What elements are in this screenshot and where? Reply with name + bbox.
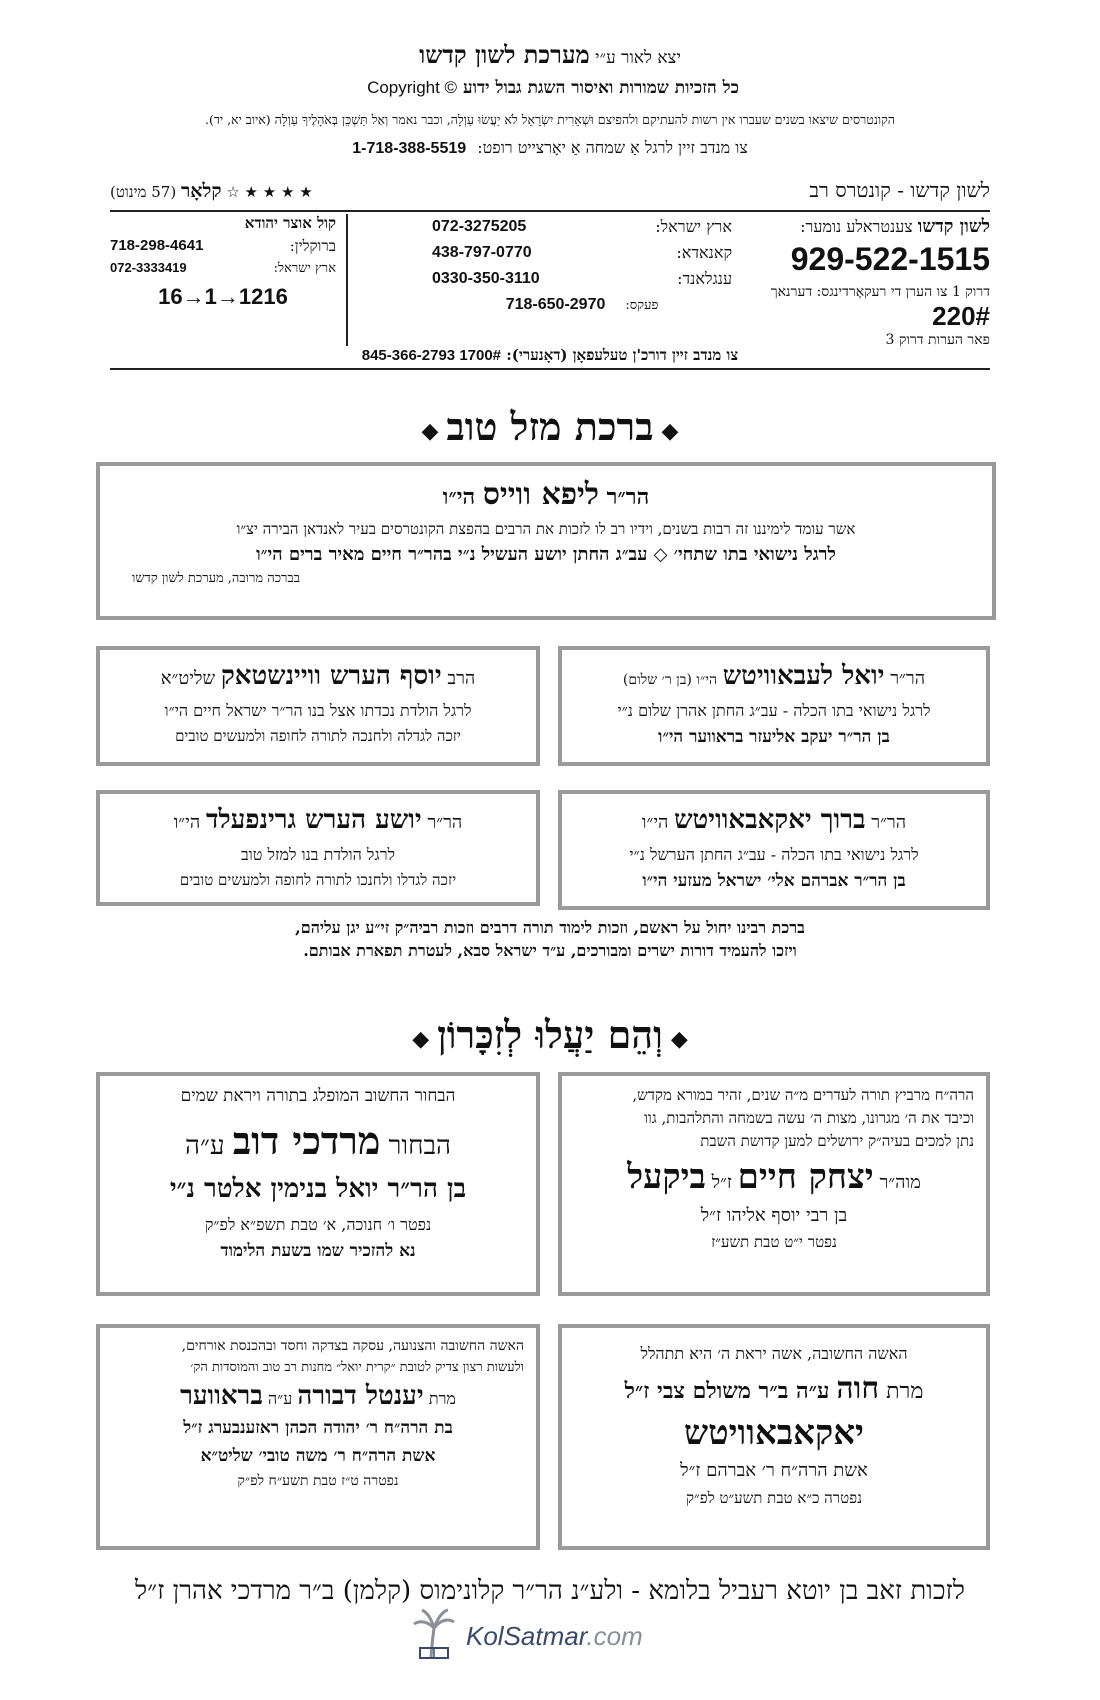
fax-number[interactable]: 718-650-2970 xyxy=(505,296,606,313)
section-title-mazel-tov: ◆ברכת מזל טוב◆ xyxy=(421,404,679,449)
phone-label: ארץ ישראל: xyxy=(655,217,732,236)
central-label: לשון קדשו xyxy=(917,216,990,237)
extension-path: 16→1→1216 xyxy=(158,284,288,309)
press-code: 220# xyxy=(932,301,990,331)
announcement-box: הר״ר יואל לעבאוויטש הי״ו (בן ר׳ שלום) לרגל נישואי בתו הכלה - עב״ג החתן אהרן שלום נ״י בן הר״ר יעקב אליעזר בראווער הי״ו xyxy=(558,646,990,766)
press-instruction: דרוק 1 צו הערן די רעקאָרדינגס: דערנאך xyxy=(770,284,990,300)
phone-number[interactable]: 072-3275205 xyxy=(432,218,527,235)
announcement-box: הר״ר יושע הערש גרינפעלד הי״ו לרגל הולדת בנו למזל טוב יזכה לגדלו ולחנכו לתורה לחופה ולמעשים טובים xyxy=(96,790,540,906)
logo-text: KolSatmar.com xyxy=(466,1620,643,1651)
kol-otzar-title: קול אוצר יהודא xyxy=(244,214,336,232)
honoree-name: ליפא ווייס xyxy=(482,477,599,512)
copyright-line xyxy=(40,78,1060,98)
fax-label: פעקס: xyxy=(625,298,659,313)
rating-stars: ★ ★ ★ ★ ☆ xyxy=(226,183,313,201)
palm-tree-icon xyxy=(412,1608,456,1664)
notes-instruction: פאר הערות דרוק 3 xyxy=(885,332,990,348)
memorial-box: האשה החשובה והצנועה, עסקה בצדקה וחסד ובהכנסת אורחים, ולעשות רצון צדיק לטובת ״קרית יואל״ מחנות רב טוב והמוסדות הק׳ מרת יענטל דבורה ע״ה בראווער בת הרה״ח ר׳ יהודה הכהן ראזענבערג ז״ל אשת הרה״ח ר׳ משה טובי׳ שליט״א נפטרה ט״ז טבת תשע״ח לפ״ק xyxy=(96,1324,540,1550)
central-number-block xyxy=(740,214,990,346)
dedication-footer: לזכות זאב בן יוטא רעביל בלומא - ולע״נ הר״ר קלונימוס (קלמן) ב״ר מרדכי אהרן ז״ל xyxy=(135,1576,965,1606)
central-phone-number[interactable]: 929-522-1515 xyxy=(790,241,990,277)
deceased-name: חוה xyxy=(836,1371,880,1406)
copyright-label: Copyright © xyxy=(367,78,458,97)
memorial-box: הבחור החשוב המופלג בתורה ויראת שמים הבחור מרדכי דוב ע״ה בן הר״ר יואל בנימין אלטר נ״י נפטר ו׳ חנוכה, א׳ טבת תשפ״א לפ״ק נא להזכיר שמו בשעת הלימוד xyxy=(96,1072,540,1296)
deceased-surname: ביקעל xyxy=(627,1157,706,1198)
memorial-box: האשה החשובה, אשה יראת ה׳ היא תתהלל מרת חוה ע״ה ב״ר משולם צבי ז״ל יאקאבאוויטש אשת הרה״ח ר׳ אברהם ז״ל נפטרה כ״א טבת תשע״ט לפ״ק xyxy=(558,1324,990,1550)
bullet-icon: ◆ xyxy=(412,1025,430,1052)
phone-row xyxy=(432,266,732,292)
phone-row xyxy=(432,240,732,266)
phone-row xyxy=(110,260,336,276)
booklet-title: לשון קדשו - קונטרס רב xyxy=(809,178,990,202)
deceased-surname: בראווער xyxy=(180,1380,263,1411)
announcement-box: הרב יוסף הערש וויינשטאק שליט״א לרגל הולדת נכדתו אצל בנו הר״ר ישראל חיים הי״ו יזכה לגדלה ולחנכה לתורה לחופה ולמעשים טובים xyxy=(96,646,540,766)
phone-number[interactable]: 438-797-0770 xyxy=(432,244,532,261)
international-numbers xyxy=(432,214,732,346)
deceased-name: יענטל דבורה xyxy=(297,1380,424,1411)
copy-warning: הקונטרסים שיצאו בשנים שעברו אין רשות להעתיקם ולהפיצם וּשְׁאֵרִית יִשְׂרָאֵל לֹא יַעֲשׂוּ עַוְלָה, וכבר נאמר וְאַל תַּשְׁכֵּן בְּאֹהָלֶיךָ עַוְלָה (איוב יא, יד). xyxy=(204,112,896,127)
recording-duration: (57 מינוט) xyxy=(110,183,177,201)
memorial-box: הרה״ח מרביץ תורה לעדרים מ״ה שנים, זהיר במורא מקדש, וכיבד את ה׳ מגרונו, מצות ה׳ עשה בשמחה והתלהבות, גוו נתן למכים בעיה״ק ירושלים למען קדושת השבת מוה״ר יצחק חיים ז״ל ביקעל בן רבי יוסף אליהו ז״ל נפטר י״ט טבת תשע״ז xyxy=(558,1072,990,1296)
divider xyxy=(110,210,990,212)
central-label-rest: צענטראלע נומער: xyxy=(800,217,913,236)
donation-phone[interactable]: 1-718-388-5519 xyxy=(352,140,467,157)
rights-text: כל הזכיות שמורות ואיסור השגת גבול ידוע xyxy=(463,78,739,98)
phone-label: ברוקלין: xyxy=(289,237,336,255)
honoree-name: יוסף הערש וויינשטאק xyxy=(220,661,442,691)
honoree-name: יושע הערש גרינפעלד xyxy=(205,805,422,835)
publisher-line xyxy=(40,40,1060,70)
bullet-icon: ◆ xyxy=(670,1025,688,1052)
deceased-name: מרדכי דוב xyxy=(232,1118,381,1164)
deceased-name: יצחק חיים xyxy=(737,1157,874,1198)
divider xyxy=(110,368,990,370)
kolsatmar-logo[interactable] xyxy=(412,1608,692,1664)
phone-label: ארץ ישראל: xyxy=(273,261,336,276)
donation-phone-number[interactable]: 845-366-2793 1700# xyxy=(361,347,502,364)
phone-number[interactable]: 072-3333419 xyxy=(110,260,187,275)
phone-number[interactable]: 0330-350-3110 xyxy=(432,270,540,287)
publisher-prefix: יצא לאור ע״י xyxy=(595,48,681,68)
honoree-name: ברוך יאקאבאוויטש xyxy=(674,805,866,835)
recording-title: קלאָר xyxy=(180,180,222,202)
donation-line xyxy=(40,138,1060,158)
recording-info xyxy=(110,180,313,203)
phone-label: קאנאדא: xyxy=(676,243,732,262)
blessing-text: ברכת רבינו יחול על ראשם, וזכות לימוד תורה דרבים וזכות רביה״ק זי״ע יגן עליהם, ויזכו להעמיד דורות ישרים ומבורכים, ע״ד ישראל סבא, לעטרת תפארת אבותם. xyxy=(295,918,805,961)
honoree-name: יואל לעבאוויטש xyxy=(722,661,885,691)
phone-row xyxy=(110,237,336,256)
donation-phone-text: צו מנדב זיין דורכ'ן טעלעפאָן (דאָנערי): xyxy=(506,346,739,364)
donation-text: צו מנדב זיין לרגל אַ שמחה אַ יאָרצייט רופט: xyxy=(477,138,748,157)
kol-otzar-block xyxy=(110,214,348,346)
section-title-memorial: ◆וְהֵם יַעֲלוּ לְזִכָּרוֹן◆ xyxy=(412,1012,688,1057)
publisher-name: מערכת לשון קדשו xyxy=(419,40,590,69)
donation-phone-line xyxy=(110,346,990,365)
phone-directory xyxy=(110,214,990,346)
phone-label: ענגלאנד: xyxy=(677,269,732,288)
bullet-icon: ◆ xyxy=(421,417,439,444)
announcement-box-main: הר״ר ליפא ווייס הי״ו אשר עומד לימיננו זה רבות בשנים, וידיו רב לו לזכות את הרבים בהפצת הקונטרסים בעיר לאנדאן הבירה יצ״ו לרגל נישואי בתו שתחי׳ ◇ עב״ג החתן יושע העשיל נ״י בהר״ר חיים מאיר ברים הי״ו בברכה מרובה, מערכת לשון קדשו xyxy=(96,462,996,620)
fax-row xyxy=(432,292,732,318)
phone-number[interactable]: 718-298-4641 xyxy=(110,237,204,254)
deceased-surname: יאקאבאוויטש xyxy=(684,1412,864,1453)
bullet-icon: ◆ xyxy=(661,417,679,444)
announcement-box: הר״ר ברוך יאקאבאוויטש הי״ו לרגל נישואי בתו הכלה - עב״ג החתן הערשל נ״י בן הר״ר אברהם אלי׳ ישראל מעזעי הי״ו xyxy=(558,790,990,910)
phone-row xyxy=(432,214,732,240)
subheader xyxy=(110,178,990,204)
